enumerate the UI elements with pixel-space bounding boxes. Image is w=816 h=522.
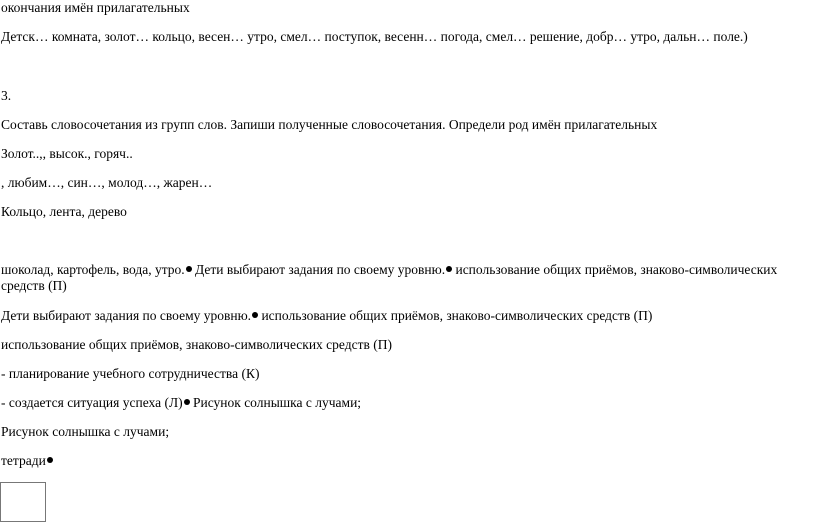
paragraph-5	[1, 395, 361, 411]
empty-frame-box	[0, 482, 46, 522]
paragraph-1-part-c: использование общих приёмов, знаково-символических средств (П)	[1, 262, 778, 293]
task3-instruction: Составь словосочетания из групп слов. Запиши полученные словосочетания. Определи род имён прилагательных	[1, 117, 658, 132]
paragraph-6: Рисунок солнышка с лучами;	[1, 424, 170, 439]
paragraph-7	[1, 453, 53, 469]
bullet-dot-icon	[47, 457, 53, 463]
heading-line: окончания имён прилагательных	[1, 0, 190, 15]
paragraph-2	[1, 308, 652, 324]
word-group-2: , любим…, син…, молод…, жарен…	[1, 175, 213, 190]
paragraph-1	[1, 262, 801, 294]
paragraph-3: использование общих приёмов, знаково-символических средств (П)	[1, 337, 392, 352]
paragraph-1-part-b: Дети выбирают задания по своему уровню.	[191, 262, 446, 277]
paragraph-1-part-a: шоколад, картофель, вода, утро.	[1, 262, 185, 277]
paragraph-5-part-a: - создается ситуация успеха (Л)	[1, 395, 183, 410]
task3-number: 3.	[1, 88, 12, 103]
paragraph-7-text: тетради	[1, 453, 46, 468]
paragraph-4: - планирование учебного сотрудничества (К)	[1, 366, 260, 381]
paragraph-2-part-a: Дети выбирают задания по своему уровню.	[1, 308, 252, 323]
paragraph-2-part-b: использование общих приёмов, знаково-символических средств (П)	[258, 308, 653, 323]
word-group-1: Золот..,, высок., горяч..	[1, 146, 133, 161]
task2-words-line: Детск… комната, золот… кольцо, весен… утро, смел… поступок, весенн… погода, смел… решение, добр… утро, дальн… поле.)	[1, 29, 748, 44]
word-group-3: Кольцо, лента, дерево	[1, 204, 127, 219]
paragraph-5-part-b: Рисунок солнышка с лучами;	[189, 395, 362, 410]
